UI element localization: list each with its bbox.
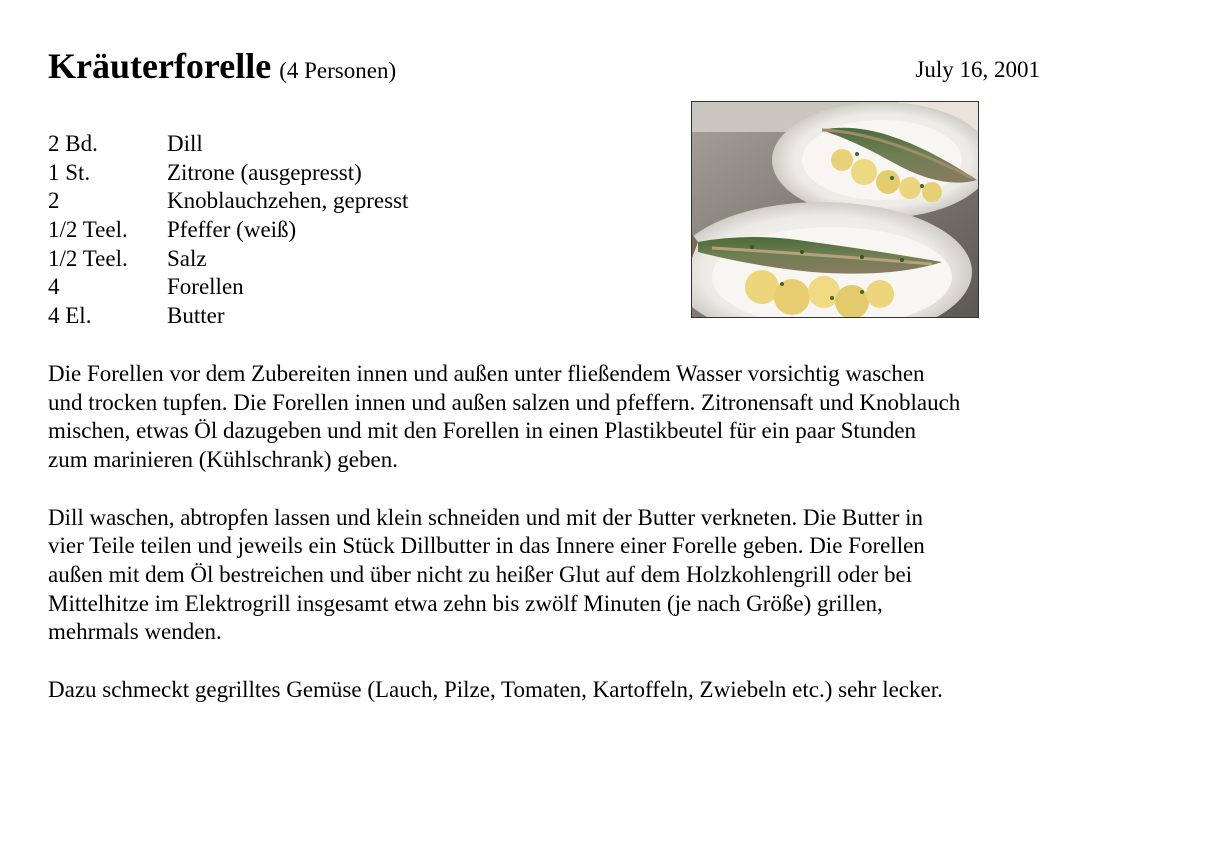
ingredient-name: Butter (167, 303, 225, 329)
ingredient-name: Dill (167, 131, 203, 156)
ingredient-row (48, 302, 648, 331)
ingredient-quantity: 1/2 Teel. (48, 245, 128, 271)
ingredient-row (48, 245, 648, 274)
ingredient-list (48, 130, 648, 331)
servings: (4 Personen) (279, 58, 397, 83)
ingredient-quantity: 1/2 Teel. (48, 217, 128, 243)
recipe-title: Kräuterforelle (48, 46, 272, 86)
serving-suggestion: Dazu schmeckt gegrilltes Gemüse (Lauch, Pilze, Tomaten, Kartoffeln, Zwiebeln etc.) sehr lecker. (48, 676, 943, 702)
ingredient-row (48, 216, 648, 245)
ingredient-quantity: 4 El. (48, 303, 92, 329)
ingredient-row (48, 159, 648, 188)
ingredient-name: Forellen (167, 274, 244, 300)
recipe-date: July 16, 2001 (915, 57, 1040, 82)
ingredient-quantity: 4 (48, 274, 60, 300)
dish-photo (691, 101, 979, 318)
ingredient-quantity: 2 (48, 188, 60, 214)
ingredient-row (48, 273, 648, 302)
ingredient-quantity: 1 St. (48, 159, 91, 185)
ingredient-row (48, 187, 648, 216)
recipe-title-line (48, 44, 396, 93)
instruction-paragraph: Dill waschen, abtropfen lassen und klein schneiden und mit der Butter verkneten. Die Butter in vier Teile teilen und jeweils ein Stück Dillbutter in das Innere einer Forelle geben. Die Forellen außen mit dem Öl bestreichen und über nicht zu heißer Glut auf dem Holzkohlengrill oder bei Mittelhitze im Elektrogrill insgesamt etwa zehn bis zwölf Minuten (je nach Größe) grillen, mehrmals wenden. (48, 504, 925, 645)
instruction-paragraph: Die Forellen vor dem Zubereiten innen und außen unter fließendem Wasser vorsichtig waschen und trocken tupfen. Die Forellen innen und außen salzen und pfeffern. Zitronensaft und Knoblauch mischen, etwas Öl dazugeben und mit den Forellen in einen Plastikbeutel für ein paar Stunden zum marinieren (Kühlschrank) geben. (48, 361, 961, 473)
ingredient-row (48, 130, 648, 159)
grilled-trout-plates-image (692, 102, 978, 317)
instructions (48, 360, 1048, 733)
header (48, 44, 1040, 88)
ingredient-name: Zitrone (ausgepresst) (167, 159, 362, 185)
ingredient-name: Pfeffer (weiß) (167, 217, 297, 243)
ingredient-name: Salz (167, 245, 207, 271)
ingredient-quantity: 2 Bd. (48, 131, 98, 156)
ingredient-name: Knoblauchzehen, gepresst (167, 188, 409, 214)
